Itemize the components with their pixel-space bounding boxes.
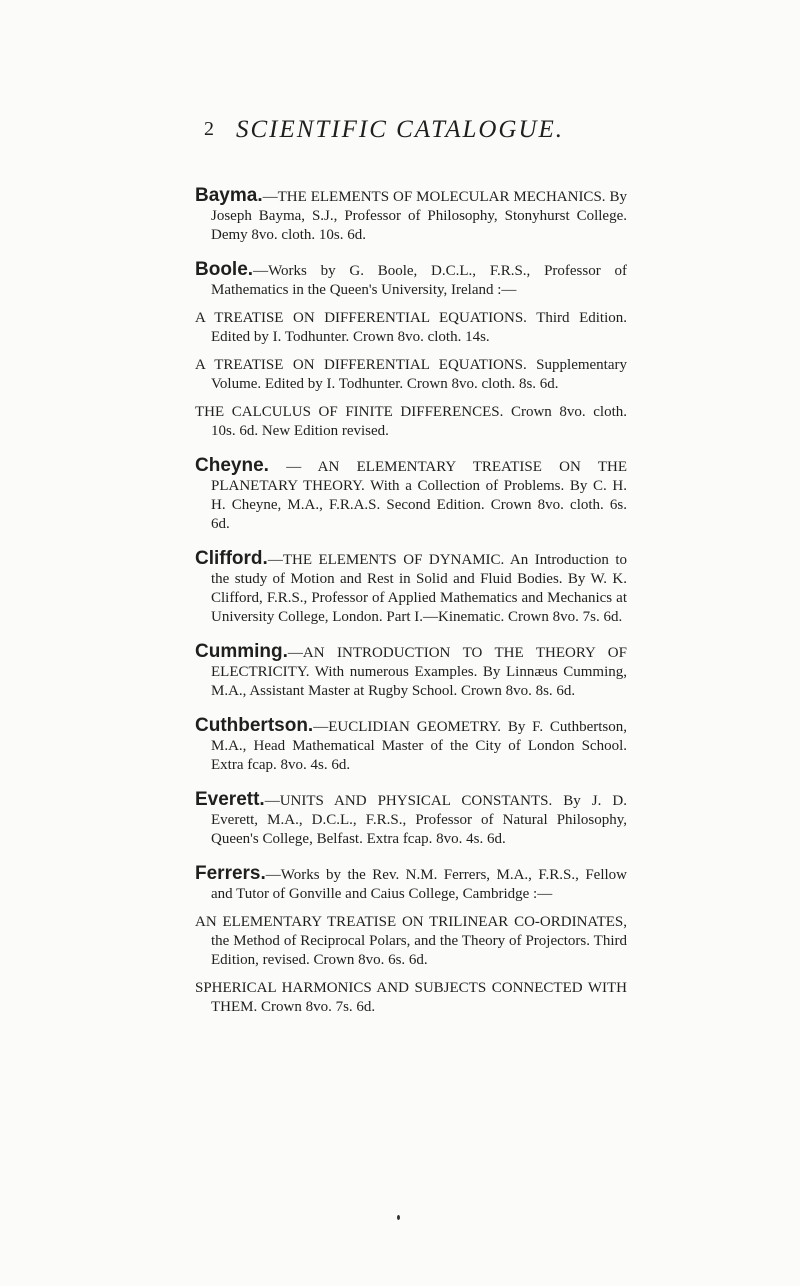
entry-lead — [195, 642, 627, 701]
entry-boole — [195, 260, 627, 441]
entry-cheyne — [195, 456, 627, 534]
entry-text: — AN ELEMENTARY TREATISE ON THE PLANETARY THEORY. With a Collection of Problems. By C. H. H. Cheyne, M.A., F.R.A.S. Second Edition. Crown 8vo. cloth. 6s. 6d. — [211, 459, 627, 532]
entry-lead — [195, 864, 627, 904]
entry-text: —Works by G. Boole, D.C.L., F.R.S., Professor of Mathematics in the Queen's University, Ireland :— — [211, 263, 627, 298]
entry-lead — [195, 790, 627, 849]
entry-text: —THE ELEMENTS OF MOLECULAR MECHANICS. By Joseph Bayma, S.J., Professor of Philosophy, Stonyhurst College. Demy 8vo. cloth. 10s. 6d. — [211, 189, 627, 243]
running-title: SCIENTIFIC CATALOGUE. — [235, 116, 565, 143]
author-name: Everett. — [195, 789, 265, 810]
entry-ferrers — [195, 864, 627, 1017]
entry-text: —EUCLIDIAN GEOMETRY. By F. Cuthbertson, M.A., Head Mathematical Master of the City of London School. Extra fcap. 8vo. 4s. 6d. — [211, 719, 627, 773]
entry-text: —UNITS AND PHYSICAL CONSTANTS. By J. D. Everett, M.A., D.C.L., F.R.S., Professor of Natural Philosophy, Queen's College, Belfast. Extra fcap. 8vo. 4s. 6d. — [211, 793, 627, 847]
work-item: AN ELEMENTARY TREATISE ON TRILINEAR CO-ORDINATES, the Method of Reciprocal Polars, and the Theory of Projectors. Third Edition, revised. Crown 8vo. 6s. 6d. — [195, 914, 627, 968]
work-item: A TREATISE ON DIFFERENTIAL EQUATIONS. Supplementary Volume. Edited by I. Todhunter. Crown 8vo. cloth. 8s. 6d. — [195, 357, 627, 392]
author-name: Clifford. — [195, 548, 268, 569]
entry-cuthbertson — [195, 716, 627, 775]
author-name: Cumming. — [195, 641, 288, 662]
entry-lead — [195, 186, 627, 245]
catalogue-entries — [195, 186, 627, 1032]
entry-everett — [195, 790, 627, 849]
author-name: Cheyne. — [195, 455, 269, 476]
work-item: SPHERICAL HARMONICS AND SUBJECTS CONNECTED WITH THEM. Crown 8vo. 7s. 6d. — [195, 980, 627, 1015]
entry-lead — [195, 716, 627, 775]
page-number: 2 — [204, 118, 214, 140]
entry-cumming — [195, 642, 627, 701]
entry-text: —Works by the Rev. N.M. Ferrers, M.A., F.R.S., Fellow and Tutor of Gonville and Caius College, Cambridge :— — [211, 867, 627, 902]
page-header — [0, 116, 800, 156]
work-item: THE CALCULUS OF FINITE DIFFERENCES. Crown 8vo. cloth. 10s. 6d. New Edition revised. — [195, 404, 627, 439]
entry-text: —THE ELEMENTS OF DYNAMIC. An Introduction to the study of Motion and Rest in Solid and Fluid Bodies. By W. K. Clifford, F.R.S., Professor of Applied Mathematics and Mechanics at University College, London. Part I.—Kinematic. Crown 8vo. 7s. 6d. — [211, 552, 627, 625]
entry-lead — [195, 260, 627, 300]
entry-clifford — [195, 549, 627, 627]
ink-speck — [397, 1215, 400, 1220]
work-item: A TREATISE ON DIFFERENTIAL EQUATIONS. Third Edition. Edited by I. Todhunter. Crown 8vo. cloth. 14s. — [195, 310, 627, 345]
author-name: Boole. — [195, 259, 254, 280]
author-name: Cuthbertson. — [195, 715, 314, 736]
author-name: Ferrers. — [195, 863, 266, 884]
author-name: Bayma. — [195, 185, 263, 206]
entry-bayma — [195, 186, 627, 245]
entry-lead — [195, 456, 627, 534]
entry-text: —AN INTRODUCTION TO THE THEORY OF ELECTRICITY. With numerous Examples. By Linnæus Cumming, M.A., Assistant Master at Rugby School. Crown 8vo. 8s. 6d. — [211, 645, 627, 699]
entry-lead — [195, 549, 627, 627]
